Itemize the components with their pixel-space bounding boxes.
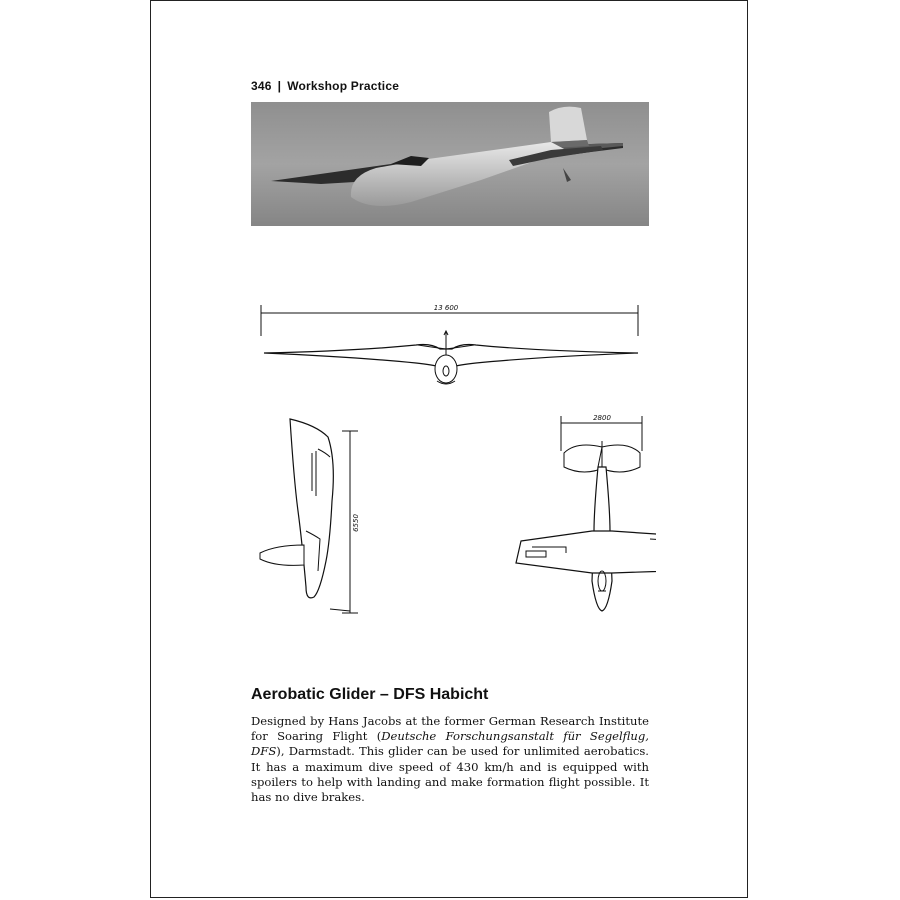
section-title: Workshop Practice <box>287 79 400 93</box>
length-dimension-label: 6550 <box>352 514 360 532</box>
header-separator: | <box>277 79 282 93</box>
running-head <box>251 79 399 93</box>
paragraph-part-1: Designed by Hans Jacobs at the former German Research Institute for Soaring Flight ( <box>251 714 649 744</box>
glider-photo <box>251 102 649 226</box>
paragraph-part-2: ), Darmstadt. This glider can be used for unlimited aerobatics. It has a maximum dive speed of 430 km/h and is equipped with spoilers to help with landing and make formation flight possible. It has no dive brakes. <box>251 744 649 805</box>
tail-dimension-label: 2800 <box>593 414 611 422</box>
three-view-svg <box>246 291 656 626</box>
paragraph-italic-name: Deutsche Forschungsanstalt für Segelflug, DFS <box>251 729 649 759</box>
book-page <box>150 0 748 898</box>
three-view-drawing <box>246 291 656 626</box>
span-dimension-label: 13 600 <box>433 304 459 312</box>
article-paragraph <box>251 714 649 805</box>
article-title: Aerobatic Glider – DFS Habicht <box>251 686 489 703</box>
glider-photo-image <box>251 102 649 226</box>
page-number: 346 <box>251 79 272 93</box>
